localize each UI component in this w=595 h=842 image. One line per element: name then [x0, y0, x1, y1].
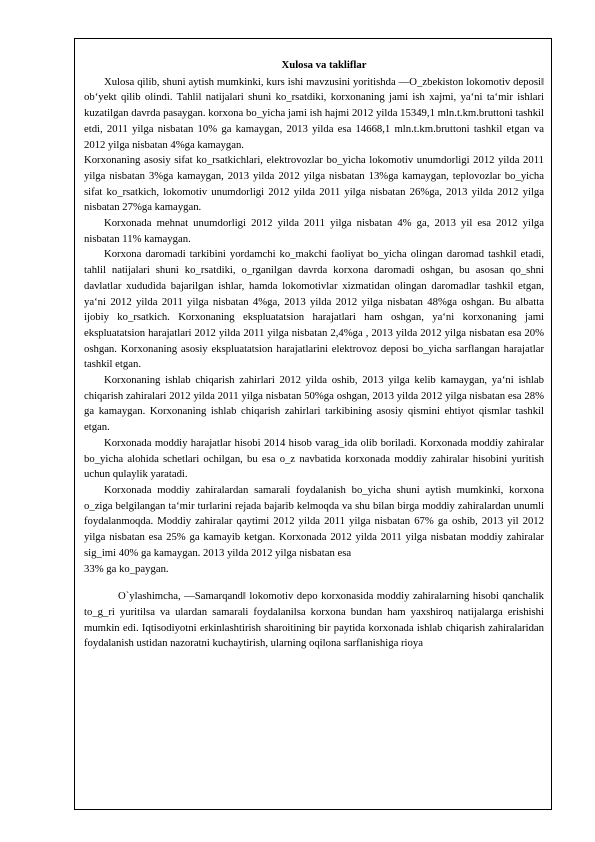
paragraph-4: Korxona daromadi tarkibini yordamchi ko_makchi faoliyat bo_yicha olingan daromad tashkil etadi, tahlil natijalari shuni ko_rsatdiki, o_rganilgan davrda korxona daromadi oshgan, bu asosan qo_shni davlatlar xududida bajarilgan ishlar, hamda lokomotivlar xizmatidan olingan daromadlar tashkil etgan, ya‘ni 2012 yilda 2011 yilga nisbatan 4%ga, 2013 yilda 2012 yilga nisbatan 48%ga oshgan. Bu albatta ijobiy ko_rsatkich. Korxonaning ekspluatatsion harajatlari ham oshgan, ya‘ni korxonaning jami ekspluatatsion harajatlari 2012 yilda 2011 yilga nisbatan 2,4%ga , 2013 yilda 2012 yilga nisbatan esa 20% oshgan. Korxonaning asosiy ekspluatatsion harajatlarini elektrovoz deposi bo_yicha sarflangan harajatlar tashkil etgan.	[84, 248, 544, 371]
paragraph-3: Korxonada mehnat unumdorligi 2012 yilda 2011 yilga nisbatan 4% ga, 2013 yil esa 2012 yilga nisbatan 11% kamaygan.	[84, 217, 544, 245]
paragraph-8: 33% ga ko_paygan.	[84, 562, 169, 575]
document-body	[84, 58, 544, 652]
paragraph-1: Xulosa qilib, shuni aytish mumkinki, kurs ishi mavzusini yoritishda ―O_zbekiston lokomotiv deposi‖ ob‘yekt qilib olindi. Tahlil natijalari shuni ko_rsatdiki, korxonaning jami ish xajmi, ya‘ni ta‘mir ishlari kuzatilgan davrda pasaygan. korxona bo_yicha jami ish hajmi 2012 yilda 15349,1 mln.t.km.bruttoni tashkil etdi, 2011 yilga nisbatan 10% ga kamaygan, 2013 yilda esa 14668,1 mln.t.km.bruttoni tashkil etgan va 2012 yilga nisbatan 4%ga kamaygan.	[84, 75, 544, 151]
paragraph-9: O`ylashimcha, ―Samarqand‖ lokomotiv depo korxonasida moddiy zahiralarning hisobi qanchalik to_g_ri yuritilsa va ulardan samarali foydalanilsa korxona bundan ham yaxshiroq natijalarga erishishi mumkin edi. Iqtisodiyotni erkinlashtirish sharoitining bir paytida korxonada ishlab chiqarish zahiralaridan foydalanish ustidan nazoratni kuchaytirish, ularning oqilona sarflanishiga rioya	[84, 590, 544, 650]
paragraph-6: Korxonada moddiy harajatlar hisobi 2014 hisob varag_ida olib boriladi. Korxonada moddiy zahiralar bo_yicha alohida schetlari ochilgan, bu esa o_z navbatida korxonada moddiy zahiralar hisobini yuritish uchun qulaylik yaratadi.	[84, 436, 544, 481]
paragraph-5: Korxonaning ishlab chiqarish zahirlari 2012 yilda oshib, 2013 yilga kelib kamaygan, ya‘ni ishlab chiqarish zahiralari 2012 yilda 2011 yilga nisbatan 50%ga oshgan, 2013 yilda 2012 yilga nisbatan esa 28% ga kamaygan. Korxonaning ishlab chiqarish zahirlari tarkibining asosiy qismini ehtiyot qismlar tashkil etgan.	[84, 374, 544, 434]
paragraph-7: Korxonada moddiy zahiralardan samarali foydalanish bo_yicha shuni aytish mumkinki, korxona o_ziga belgilangan ta‘mir turlarini rejada bajarib kelmoqda va shu bilan birga moddiy zahiralardan unumli foydalanmoqda. Moddiy zahiralar qaytimi 2012 yilda 2011 yilga nisbatan 67% ga oshib, 2013 yil 2012 yilga nisbatan esa 25% ga kamayib ketgan. Korxonada 2012 yilda 2011 yilga nisbatan moddiy zahiralar sig_imi 40% ga kamaygan. 2013 yilda 2012 yilga nisbatan esa	[84, 483, 544, 559]
section-title: Xulosa va takliflar	[281, 59, 367, 71]
paragraph-2: Korxonaning asosiy sifat ko_rsatkichlari, elektrovozlar bo_yicha lokomotiv unumdorligi 2012 yilda 2011 yilga nisbatan 3%ga kamaygan, 2013 yilda 2012 yilga nisbatan 13%ga kamaygan, teplovozlar bo_yicha sifat ko_rsatkich, lokomotiv unumdorligi 2012 yilda 2011 yilga nisbatan 26%ga, 2013 yilda 2012 yilga nisbatan 27%ga kamaygan.	[84, 154, 544, 214]
